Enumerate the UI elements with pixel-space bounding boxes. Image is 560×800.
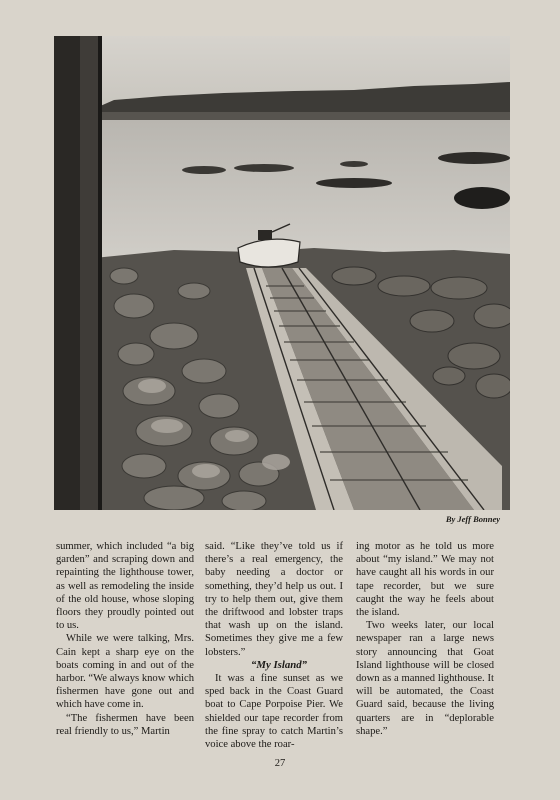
paragraph: While we were talking, Mrs. Cain kept a sharp eye on the boats coming in and out of the harbor. “We always know which fishermen have gone out and which have come in. <box>56 633 194 711</box>
article-column-2 <box>205 540 343 751</box>
section-subhead: “My Island” <box>250 658 308 671</box>
paragraph: “The fishermen have been real friendly to us,” Martin <box>56 712 194 737</box>
page-number: 27 <box>274 758 286 769</box>
article-column-3 <box>356 540 494 738</box>
paragraph: It was a fine sunset as we sped back in the Coast Guard boat to Cape Porpoise Pier. We shielded our tape recorder from the fine spray to catch Martin’s voice above the roar- <box>205 673 343 751</box>
paragraph: Two weeks later, our local newspaper ran a large news story announcing that Goat Island lighthouse will be closed down as a manned lighthouse. It will be automated, the Coast Guard said, because the living quarters are in “deplorable shape.” <box>356 620 494 737</box>
article-column-1 <box>56 540 194 738</box>
paragraph: summer, which included “a big garden” and scraping down and repainting the lighthouse tower, as well as remodeling the inside of the old house, whose sloping floors they proudly pointed out to us. <box>56 541 194 632</box>
paragraph: said. “Like they’ve told us if there’s a real emergency, the baby needing a doctor or something, they’d help us out. I try to help them out, give them the driftwood and lobster traps that wash up on the island. Sometimes they give me a few lobsters.” <box>205 541 343 658</box>
paragraph: ing motor as he told us more about “my island.” We may not have caught all his words in our tape recorder, but we sure caught the way he feels about the island. <box>356 541 494 619</box>
boat-ramp-photo <box>54 36 510 510</box>
article-photo <box>54 36 510 510</box>
photo-credit: By Jeff Bonney <box>445 514 500 524</box>
